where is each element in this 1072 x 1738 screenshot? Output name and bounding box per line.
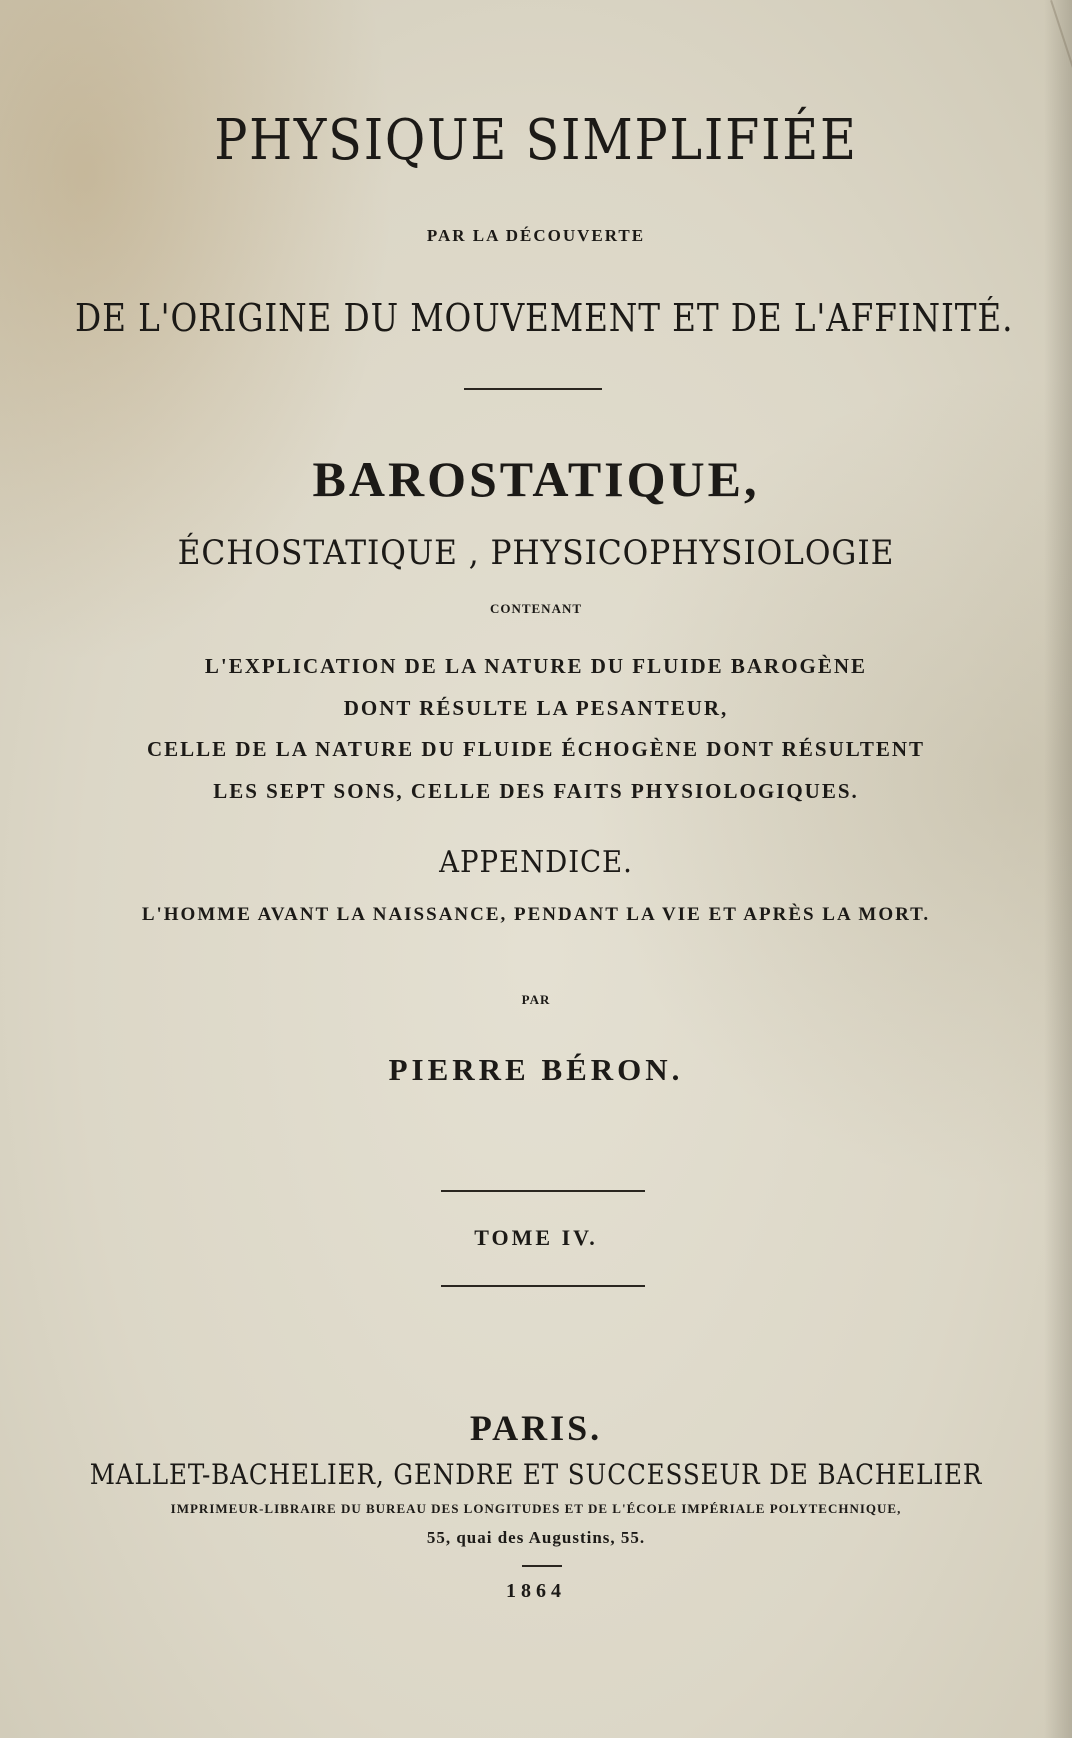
book-title: PHYSIQUE SIMPLIFIÉE [214,108,858,173]
description-line: CELLE DE LA NATURE DU FLUIDE ÉCHOGÈNE DONT RÉSULTENT [146,737,926,761]
author-name: PIERRE BÉRON. [388,1052,684,1087]
description-line: LES SEPT SONS, CELLE DES FAITS PHYSIOLOGIQUES. [213,779,859,803]
divider-rule [441,1285,645,1287]
appendix-description: L'HOMME AVANT LA NAISSANCE, PENDANT LA VIE ET APRÈS LA MORT. [141,904,931,925]
author-by-label: PAR [521,992,551,1007]
imprint-publisher: MALLET-BACHELIER, GENDRE ET SUCCESSEUR DE BACHELIER [89,1458,983,1491]
description-line: DONT RÉSULTE LA PESANTEUR, [343,696,729,720]
imprint-city: PARIS. [469,1408,603,1448]
divider-rule [464,388,602,390]
divider-rule [522,1565,562,1567]
imprint-publisher-detail: IMPRIMEUR-LIBRAIRE DU BUREAU DES LONGITUDES ET DE L'ÉCOLE IMPÉRIALE POLYTECHNIQUE, [170,1501,902,1516]
divider-rule [441,1190,645,1192]
description-line: L'EXPLICATION DE LA NATURE DU FLUIDE BAROGÈNE [204,654,868,678]
subject-subheading: ÉCHOSTATIQUE , PHYSICOPHYSIOLOGIE [177,533,895,573]
appendix-heading: APPENDICE. [439,845,633,880]
imprint-year: 1864 [506,1580,566,1602]
subject-heading: BAROSTATIQUE, [312,451,760,507]
volume-label: TOME IV. [474,1225,598,1250]
title-subtitle: DE L'ORIGINE DU MOUVEMENT ET DE L'AFFINITÉ. [75,296,1014,340]
page-edge-shadow [1044,0,1072,1738]
contenant-label: CONTENANT [489,601,583,616]
imprint-address: 55, quai des Augustins, 55. [426,1528,646,1547]
title-subtitle-connector: PAR LA DÉCOUVERTE [426,226,646,245]
